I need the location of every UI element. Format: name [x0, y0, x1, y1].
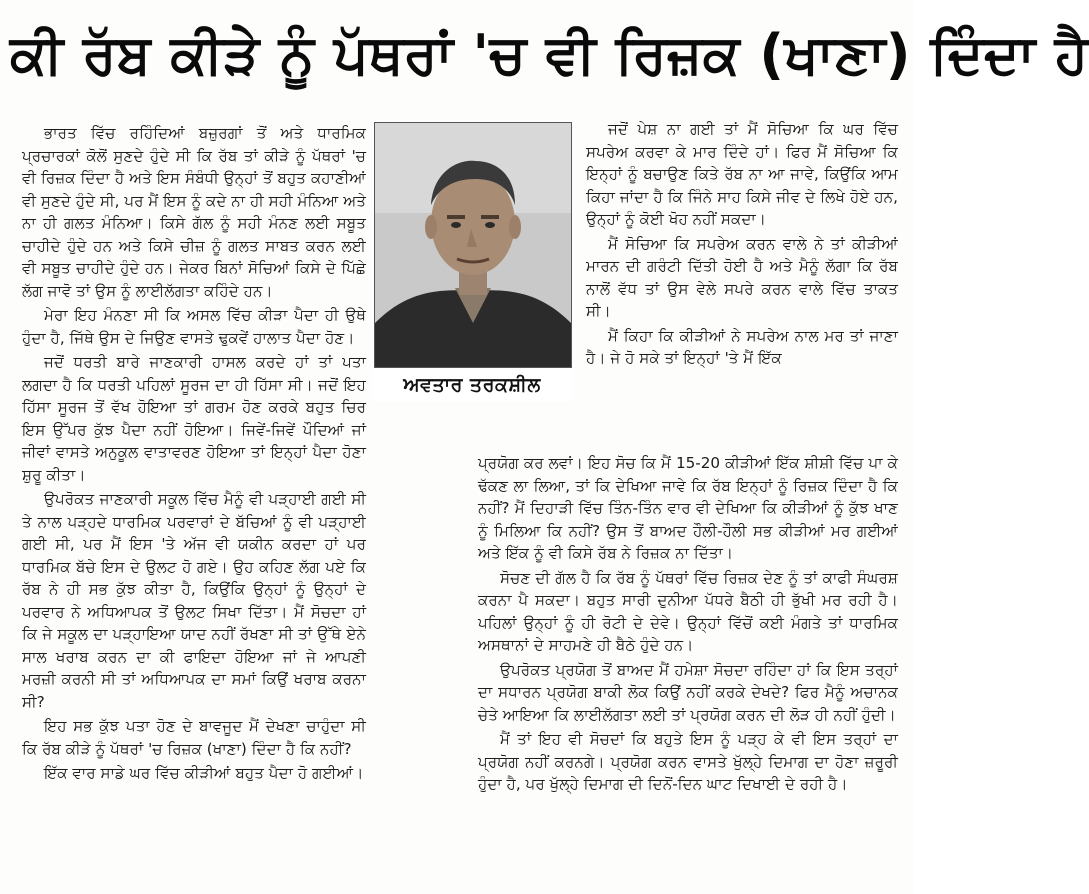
author-photo-box — [372, 120, 572, 402]
paragraph: ਸੋਚਣ ਦੀ ਗੱਲ ਹੈ ਕਿ ਰੱਬ ਨੂੰ ਪੱਥਰਾਂ ਵਿੱਚ ਰਿਜ਼ਕ ਦੇਣ ਨੂੰ ਤਾਂ ਕਾਫੀ ਸੰਘਰਸ਼ ਕਰਨਾ ਪੈ ਸਕਦਾ। ਬਹੁਤ ਸਾਰੀ ਦੁਨੀਆ ਪੱਧਰੇ ਬੈਠੀ ਹੀ ਭੁੱਖੀ ਮਰ ਰਹੀ ਹੈ। ਪਹਿਲਾਂ ਉਨ੍ਹਾਂ ਨੂੰ ਹੀ ਰੋਟੀ ਦੇ ਦੇਵੇ। ਉਨ੍ਹਾਂ ਵਿੱਚੋਂ ਕਈ ਮੰਗਤੇ ਤਾਂ ਧਾਰਮਿਕ ਅਸਥਾਨਾਂ ਦੇ ਸਾਹਮਣੇ ਹੀ ਬੈਠੇ ਹੁੰਦੇ ਹਨ। — [478, 568, 898, 654]
paragraph: ਮੈਂ ਸੋਚਿਆ ਕਿ ਸਪਰੇਅ ਕਰਨ ਵਾਲੇ ਨੇ ਤਾਂ ਕੀੜੀਆਂ ਮਾਰਨ ਦੀ ਗਰੰਟੀ ਦਿੱਤੀ ਹੋਈ ਹੈ ਅਤੇ ਮੈਨੂੰ ਲੱਗਾ ਕਿ ਰੱਬ ਨਾਲੋਂ ਵੱਧ ਤਾਂ ਉਸ ਵੇਲੇ ਸਪਰੇ ਕਰਨ ਵਾਲੇ ਵਿੱਚ ਤਾਕਤ ਸੀ। — [586, 234, 898, 320]
column-left — [22, 122, 366, 892]
paragraph: ਉਪਰੋਕਤ ਪ੍ਰਯੋਗ ਤੋਂ ਬਾਅਦ ਮੈਂ ਹਮੇਸ਼ਾ ਸੋਚਦਾ ਰਹਿੰਦਾ ਹਾਂ ਕਿ ਇਸ ਤਰ੍ਹਾਂ ਦਾ ਸਧਾਰਨ ਪ੍ਰਯੋਗ ਬਾਕੀ ਲੋਕ ਕਿਉਂ ਨਹੀਂ ਕਰਕੇ ਦੇਖਦੇ? ਫਿਰ ਮੈਨੂੰ ਅਚਾਨਕ ਚੇਤੇ ਆਇਆ ਕਿ ਲਾਈਲੱਗਤਾ ਲਈ ਤਾਂ ਪ੍ਰਯੋਗ ਕਰਨ ਦੀ ਲੋੜ ਹੀ ਨਹੀਂ ਹੁੰਦੀ। — [478, 660, 898, 724]
paragraph: ਜਦੋਂ ਪੇਸ਼ ਨਾ ਗਈ ਤਾਂ ਮੈਂ ਸੋਚਿਆ ਕਿ ਘਰ ਵਿੱਚ ਸਪਰੇਅ ਕਰਵਾ ਕੇ ਮਾਰ ਦਿੰਦੇ ਹਾਂ। ਫਿਰ ਮੈਂ ਸੋਚਿਆ ਕਿ ਇਨ੍ਹਾਂ ਨੂੰ ਬਚਾਉਣ ਕਿਤੇ ਰੱਬ ਨਾ ਆ ਜਾਵੇ, ਕਿਉਂਕਿ ਆਮ ਕਿਹਾ ਜਾਂਦਾ ਹੈ ਕਿ ਜਿੰਨੇ ਸਾਹ ਕਿਸੇ ਜੀਵ ਦੇ ਲਿਖੇ ਹੋਏ ਹਨ, ਉਨ੍ਹਾਂ ਨੂੰ ਕੋਈ ਖੋਹ ਨਹੀਂ ਸਕਦਾ। — [586, 120, 898, 228]
author-photo — [374, 122, 572, 368]
paragraph: ਮੈਂ ਕਿਹਾ ਕਿ ਕੀੜੀਆਂ ਨੇ ਸਪਰੇਅ ਨਾਲ ਮਰ ਤਾਂ ਜਾਣਾ ਹੈ। ਜੇ ਹੋ ਸਕੇ ਤਾਂ ਇਨ੍ਹਾਂ 'ਤੇ ਮੈਂ ਇੱਕ — [586, 326, 898, 367]
author-caption: ਅਵਤਾਰ ਤਰਕਸ਼ੀਲ — [403, 374, 541, 396]
column-right-wide — [478, 452, 898, 892]
paragraph: ਜਦੋਂ ਧਰਤੀ ਬਾਰੇ ਜਾਣਕਾਰੀ ਹਾਸਲ ਕਰਦੇ ਹਾਂ ਤਾਂ ਪਤਾ ਲਗਦਾ ਹੈ ਕਿ ਧਰਤੀ ਪਹਿਲਾਂ ਸੂਰਜ ਦਾ ਹੀ ਹਿੱਸਾ ਸੀ। ਜਦੋਂ ਇਹ ਹਿੱਸਾ ਸੂਰਜ ਤੋਂ ਵੱਖ ਹੋਇਆ ਤਾਂ ਗਰਮ ਹੋਣ ਕਰਕੇ ਬਹੁਤ ਚਿਰ ਇਸ ਉੱਪਰ ਕੁੱਝ ਪੈਦਾ ਨਹੀਂ ਹੋਇਆ। ਜਿਵੇਂ-ਜਿਵੇਂ ਪੌਦਿਆਂ ਜਾਂ ਜੀਵਾਂ ਵਾਸਤੇ ਅਨੁਕੂਲ ਵਾਤਾਵਰਣ ਹੋਇਆ ਤਾਂ ਇਨ੍ਹਾਂ ਪੈਦਾ ਹੋਣਾ ਸ਼ੁਰੂ ਕੀਤਾ। — [22, 353, 366, 484]
headline: ਕੀ ਰੱਬ ਕੀੜੇ ਨੂੰ ਪੱਥਰਾਂ 'ਚ ਵੀ ਰਿਜ਼ਕ (ਖਾਣਾ) ਦਿੰਦਾ ਹੈ — [10, 23, 1089, 86]
column-right-top — [586, 118, 898, 448]
paragraph: ਇਹ ਸਭ ਕੁੱਝ ਪਤਾ ਹੋਣ ਦੇ ਬਾਵਜੂਦ ਮੈਂ ਦੇਖਣਾ ਚਾਹੁੰਦਾ ਸੀ ਕਿ ਰੱਬ ਕੀੜੇ ਨੂੰ ਪੱਥਰਾਂ 'ਚ ਰਿਜ਼ਕ (ਖਾਣਾ) ਦਿੰਦਾ ਹੈ ਕਿ ਨਹੀਂ? — [22, 717, 366, 758]
author-portrait-image — [375, 123, 571, 367]
paragraph: ਮੈਂ ਤਾਂ ਇਹ ਵੀ ਸੋਚਦਾਂ ਕਿ ਬਹੁਤੇ ਇਸ ਨੂੰ ਪੜ੍ਹ ਕੇ ਵੀ ਇਸ ਤਰ੍ਹਾਂ ਦਾ ਪ੍ਰਯੋਗ ਨਹੀਂ ਕਰਨਗੇ। ਪ੍ਰਯੋਗ ਕਰਨ ਵਾਸਤੇ ਖੁੱਲ੍ਹੇ ਦਿਮਾਗ ਦਾ ਹੋਣਾ ਜ਼ਰੂਰੀ ਹੁੰਦਾ ਹੈ, ਪਰ ਖੁੱਲ੍ਹੇ ਦਿਮਾਗ ਦੀ ਦਿਨੋਂ-ਦਿਨ ਘਾਟ ਦਿਖਾਈ ਦੇ ਰਹੀ ਹੈ। — [478, 730, 898, 793]
paragraph: ਪ੍ਰਯੋਗ ਕਰ ਲਵਾਂ। ਇਹ ਸੋਚ ਕਿ ਮੈਂ 15-20 ਕੀੜੀਆਂ ਇੱਕ ਸ਼ੀਸ਼ੀ ਵਿੱਚ ਪਾ ਕੇ ਢੱਕਣ ਲਾ ਲਿਆ, ਤਾਂ ਕਿ ਦੇਖਿਆ ਜਾਵੇ ਕਿ ਰੱਬ ਇਨ੍ਹਾਂ ਨੂੰ ਰਿਜ਼ਕ ਦਿੰਦਾ ਹੈ ਕਿ ਨਹੀਂ? ਮੈਂ ਦਿਹਾੜੀ ਵਿੱਚ ਤਿੰਨ-ਤਿੰਨ ਵਾਰ ਵੀ ਦੇਖਿਆ ਕਿ ਕੀੜੀਆਂ ਨੂੰ ਕੁੱਝ ਖਾਣ ਨੂੰ ਮਿਲਿਆ ਕਿ ਨਹੀਂ? ਉਸ ਤੋਂ ਬਾਅਦ ਹੌਲੀ-ਹੌਲੀ ਸਭ ਕੀੜੀਆਂ ਮਰ ਗਈਆਂ ਅਤੇ ਇੱਕ ਨੂੰ ਵੀ ਕਿਸੇ ਰੱਬ ਨੇ ਰਿਜ਼ਕ ਨਾ ਦਿੱਤਾ। — [478, 454, 898, 562]
paragraph: ਇੱਕ ਵਾਰ ਸਾਡੇ ਘਰ ਵਿੱਚ ਕੀੜੀਆਂ ਬਹੁਤ ਪੈਦਾ ਹੋ ਗਈਆਂ। — [44, 764, 364, 782]
paragraph: ਮੇਰਾ ਇਹ ਮੰਨਣਾ ਸੀ ਕਿ ਅਸਲ ਵਿੱਚ ਕੀੜਾ ਪੈਦਾ ਹੀ ਉਥੇ ਹੁੰਦਾ ਹੈ, ਜਿੱਥੇ ਉਸ ਦੇ ਜਿਉਣ ਵਾਸਤੇ ਢੁਕਵੇਂ ਹਾਲਾਤ ਪੈਦਾ ਹੋਣ। — [22, 306, 366, 347]
paragraph: ਭਾਰਤ ਵਿੱਚ ਰਹਿੰਦਿਆਂ ਬਜ਼ੁਰਗਾਂ ਤੋਂ ਅਤੇ ਧਾਰਮਿਕ ਪ੍ਰਚਾਰਕਾਂ ਕੋਲੋਂ ਸੁਣਦੇ ਹੁੰਦੇ ਸੀ ਕਿ ਰੱਬ ਤਾਂ ਕੀੜੇ ਨੂੰ ਪੱਥਰਾਂ 'ਚ ਵੀ ਰਿਜ਼ਕ ਦਿੰਦਾ ਹੈ ਅਤੇ ਇਸ ਸੰਬੰਧੀ ਉਨ੍ਹਾਂ ਤੋਂ ਬਹੁਤ ਕਹਾਣੀਆਂ ਵੀ ਸੁਣਦੇ ਹੁੰਦੇ ਸੀ, ਪਰ ਮੈਂ ਇਸ ਨੂੰ ਕਦੇ ਨਾ ਹੀ ਸਹੀ ਮੰਨਿਆ ਅਤੇ ਨਾ ਹੀ ਗਲਤ ਮੰਨਿਆ। ਕਿਸੇ ਗੱਲ ਨੂੰ ਸਹੀ ਮੰਨਣ ਲਈ ਸਬੂਤ ਚਾਹੀਦੇ ਹੁੰਦੇ ਹਨ ਅਤੇ ਕਿਸੇ ਚੀਜ਼ ਨੂੰ ਗਲਤ ਸਾਬਤ ਕਰਨ ਲਈ ਵੀ ਸਬੂਤ ਚਾਹੀਦੇ ਹੁੰਦੇ ਹਨ। ਜੇਕਰ ਬਿਨਾਂ ਸੋਚਿਆਂ ਕਿਸੇ ਦੇ ਪਿੱਛੇ ਲੱਗ ਜਾਵੋ ਤਾਂ ਉਸ ਨੂੰ ਲਾਈਲੱਗਤਾ ਕਹਿੰਦੇ ਹਨ। — [22, 124, 367, 300]
paragraph: ਉਪਰੋਕਤ ਜਾਣਕਾਰੀ ਸਕੂਲ ਵਿੱਚ ਮੈਨੂੰ ਵੀ ਪੜ੍ਹਾਈ ਗਈ ਸੀ ਤੇ ਨਾਲ ਪੜ੍ਹਦੇ ਧਾਰਮਿਕ ਪਰਵਾਰਾਂ ਦੇ ਬੱਚਿਆਂ ਨੂੰ ਵੀ ਪੜ੍ਹਾਈ ਗਈ ਸੀ, ਪਰ ਮੈਂ ਇਸ 'ਤੇ ਅੱਜ ਵੀ ਯਕੀਨ ਕਰਦਾ ਹਾਂ ਪਰ ਧਾਰਮਿਕ ਬੱਚੇ ਇਸ ਦੇ ਉਲਟ ਹੋ ਗਏ। ਉਹ ਕਹਿਣ ਲੱਗ ਪਏ ਕਿ ਰੱਬ ਨੇ ਹੀ ਸਭ ਕੁੱਝ ਕੀਤਾ ਹੈ, ਕਿਉਂਕਿ ਉਨ੍ਹਾਂ ਨੂੰ ਉਨ੍ਹਾਂ ਦੇ ਪਰਵਾਰ ਨੇ ਅਧਿਆਪਕ ਤੋਂ ਉਲਟ ਸਿਖਾ ਦਿੱਤਾ। ਮੈਂ ਸੋਚਦਾ ਹਾਂ ਕਿ ਜੇ ਸਕੂਲ ਦਾ ਪੜ੍ਹਾਇਆ ਯਾਦ ਨਹੀਂ ਰੱਖਣਾ ਸੀ ਤਾਂ ਉੱਥੇ ਏਨੇ ਸਾਲ ਖਰਾਬ ਕਰਨ ਦਾ ਕੀ ਫਾਇਦਾ ਹੋਇਆ ਜਾਂ ਜੇ ਆਪਣੀ ਮਰਜ਼ੀ ਕਰਨੀ ਸੀ ਤਾਂ ਅਧਿਆਪਕ ਦਾ ਸਮਾਂ ਕਿਉਂ ਖਰਾਬ ਕਰਨਾ ਸੀ? — [22, 490, 366, 711]
